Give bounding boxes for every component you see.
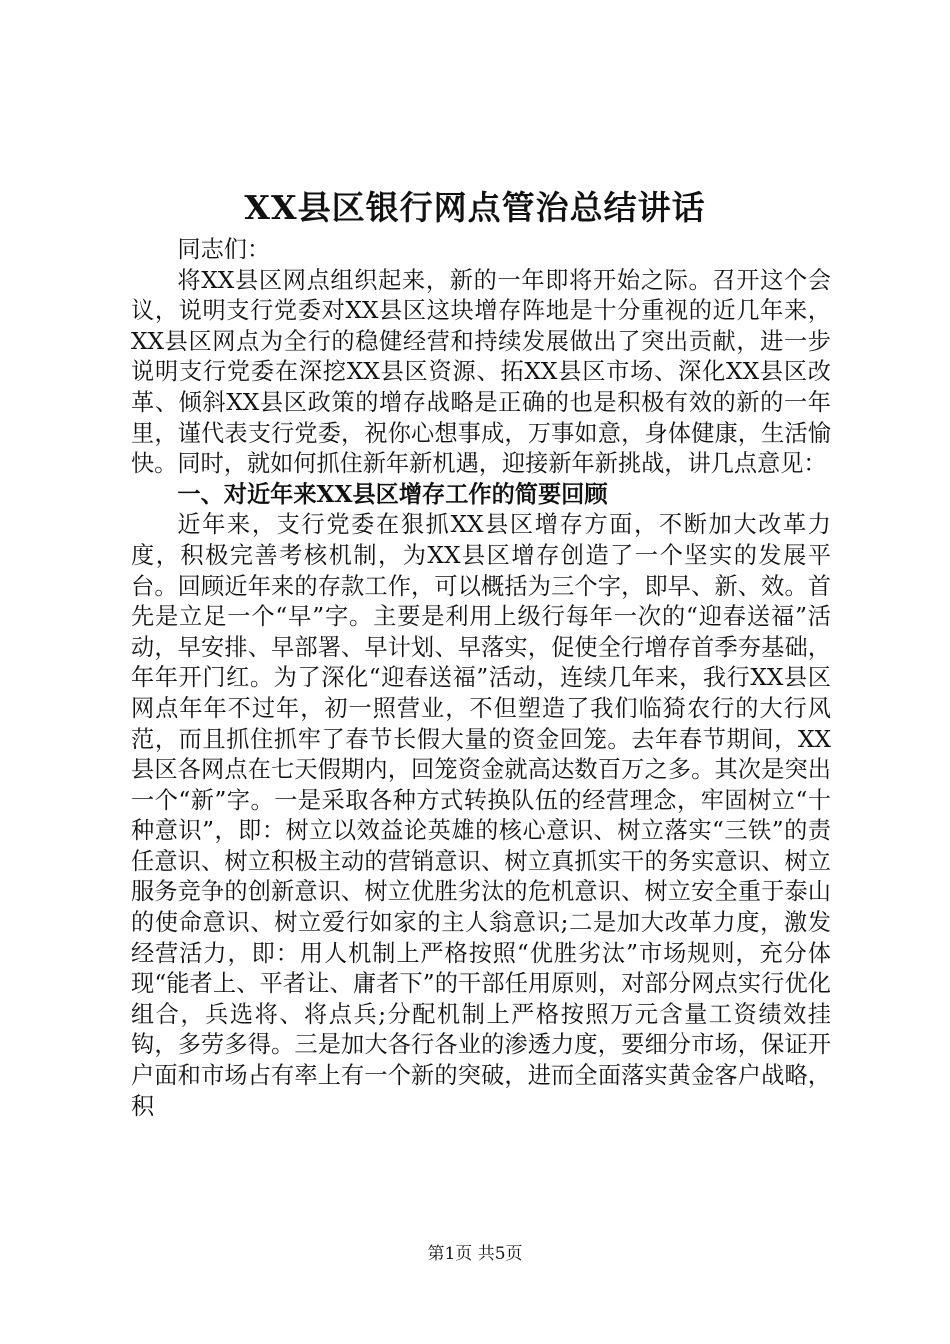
document-body xyxy=(131,235,831,1122)
review-paragraph: 近年来，支行党委在狠抓XX县区增存方面，不断加大改革力度，积极完善考核机制，为XX县区增存创造了一个坚实的发展平台。回顾近年来的存款工作，可以概括为三个字，即早、新、效。首先是立足一个“早”字。主要是利用上级行每年一次的“迎春送福”活动，早安排、早部署、早计划、早落实，促使全行增存首季夯基础，年年开门红。为了深化“迎春送福”活动，连续几年来，我行XX县区网点年年不过年，初一照营业，不但塑造了我们临猗农行的大行风范，而且抓住抓牢了春节长假大量的资金回笼。去年春节期间，XX县区各网点在七天假期内，回笼资金就高达数百万之多。其次是突出一个“新”字。一是采取各种方式转换队伍的经营理念，牢固树立“十种意识”，即：树立以效益论英雄的核心意识、树立落实“三铁”的责任意识、树立积极主动的营销意识、树立真抓实干的务实意识、树立服务竞争的创新意识、树立优胜劣汰的危机意识、树立安全重于泰山的使命意识、树立爱行如家的主人翁意识;二是加大改革力度，激发经营活力，即：用人机制上严格按照“优胜劣汰”市场规则，充分体现“能者上、平者让、庸者下”的干部任用原则，对部分网点实行优化组合，兵选将、将点兵;分配机制上严格按照万元含量工资绩效挂钩，多劳多得。三是加大各行各业的渗透力度，要细分市场，保证开户面和市场占有率上有一个新的突破，进而全面落实黄金客户战略，积 xyxy=(131,511,831,1120)
section-heading: 一、对近年来XX县区增存工作的简要回顾 xyxy=(177,480,608,508)
document-title: XX县区银行网点管治总结讲话 xyxy=(244,188,706,227)
intro-paragraph: 将XX县区网点组织起来，新的一年即将开始之际。召开这个会议，说明支行党委对XX县区这块增存阵地是十分重视的近几年来，XX县区网点为全行的稳健经营和持续发展做出了突出贡献，进一步说明支行党委在深挖XX县区资源、拓XX县区市场、深化XX县区改革、倾斜XX县区政策的增存战略是正确的也是积极有效的新的一年里，谨代表支行党委，祝你心想事成，万事如意，身体健康，生活愉快。同时，就如何抓住新年新机遇，迎接新年新挑战，讲几点意见： xyxy=(131,266,831,478)
page-footer: 第1页 共5页 xyxy=(427,1244,523,1264)
salutation-paragraph: 同志们： xyxy=(177,236,271,263)
